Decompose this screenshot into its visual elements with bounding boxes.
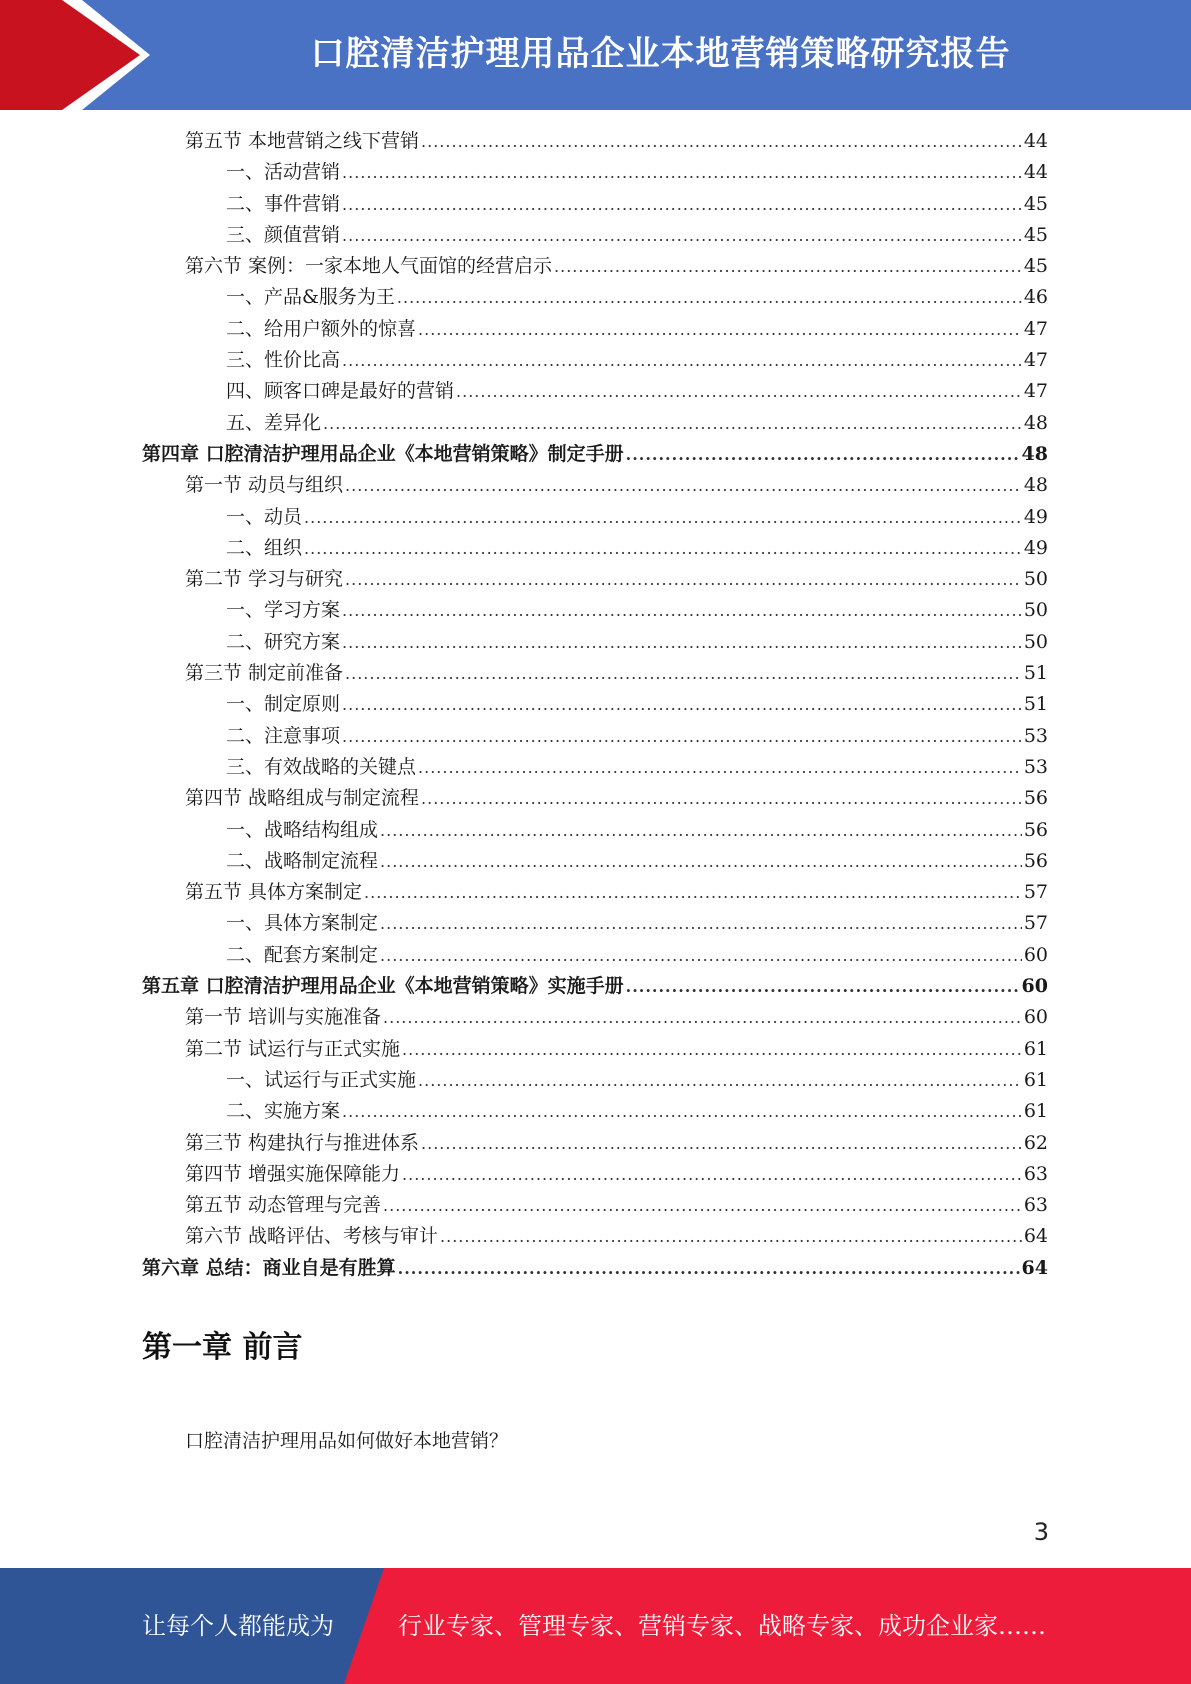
- toc-entry[interactable]: [142, 627, 1048, 658]
- toc-entry[interactable]: [142, 1096, 1048, 1127]
- toc-entry[interactable]: [142, 251, 1048, 282]
- toc-dot-leader: [383, 1196, 1022, 1215]
- toc-entry-title: 一、学习方案: [226, 599, 341, 622]
- toc-dot-leader: [342, 601, 1022, 620]
- toc-entry-page: 61: [1023, 1037, 1048, 1060]
- toc-entry[interactable]: [142, 877, 1048, 908]
- toc-dot-leader: [345, 664, 1022, 683]
- toc-entry-page: 53: [1023, 724, 1048, 747]
- toc-entry[interactable]: [142, 408, 1048, 439]
- toc-entry-title: 第二节 试运行与正式实施: [185, 1037, 401, 1060]
- toc-entry[interactable]: [142, 971, 1048, 1002]
- toc-entry-page: 50: [1023, 568, 1048, 591]
- toc-dot-leader: [323, 414, 1022, 433]
- toc-entry-title: 第四节 战略组成与制定流程: [185, 787, 420, 810]
- toc-dot-leader: [418, 320, 1022, 339]
- toc-dot-leader: [342, 195, 1022, 214]
- toc-entry-title: 第五节 具体方案制定: [185, 881, 363, 904]
- toc-dot-leader: [421, 132, 1022, 151]
- toc-entry[interactable]: [142, 1128, 1048, 1159]
- toc-entry[interactable]: [142, 1034, 1048, 1065]
- toc-entry-title: 第二节 学习与研究: [185, 568, 344, 591]
- toc-entry[interactable]: [142, 815, 1048, 846]
- toc-entry[interactable]: [142, 314, 1048, 345]
- toc-entry-page: 47: [1023, 317, 1048, 340]
- toc-entry-title: 第六章 总结：商业自是有胜算: [142, 1256, 396, 1279]
- toc-entry-title: 二、给用户额外的惊喜: [226, 317, 417, 340]
- toc-entry-page: 50: [1023, 599, 1048, 622]
- toc-entry-title: 第三节 制定前准备: [185, 662, 344, 685]
- toc-entry-title: 二、组织: [226, 536, 303, 559]
- toc-entry[interactable]: [142, 658, 1048, 689]
- toc-dot-leader: [380, 852, 1022, 871]
- toc-dot-leader: [398, 1259, 1020, 1278]
- toc-entry-title: 第五节 动态管理与完善: [185, 1194, 382, 1217]
- toc-entry-page: 45: [1023, 192, 1048, 215]
- toc-dot-leader: [421, 1134, 1022, 1153]
- toc-entry-page: 48: [1023, 411, 1048, 434]
- toc-entry[interactable]: [142, 470, 1048, 501]
- toc-entry-page: 48: [1021, 442, 1048, 465]
- toc-entry-page: 63: [1023, 1162, 1048, 1185]
- toc-entry-title: 三、有效战略的关键点: [226, 755, 417, 778]
- toc-entry-title: 五、差异化: [226, 411, 322, 434]
- toc-entry-page: 51: [1023, 693, 1048, 716]
- toc-dot-leader: [402, 1040, 1022, 1059]
- toc-entry[interactable]: [142, 940, 1048, 971]
- toc-entry-page: 45: [1023, 223, 1048, 246]
- toc-entry-title: 二、实施方案: [226, 1100, 341, 1123]
- toc-entry-page: 44: [1023, 130, 1048, 152]
- toc-entry-page: 49: [1023, 536, 1048, 559]
- footer-slogan-left: 让每个人都能成为: [142, 1612, 334, 1640]
- toc-entry-title: 第六节 战略评估、考核与审计: [185, 1225, 439, 1248]
- toc-entry[interactable]: [142, 345, 1048, 376]
- toc-entry-page: 53: [1023, 755, 1048, 778]
- toc-dot-leader: [418, 1071, 1022, 1090]
- toc-dot-leader: [304, 539, 1022, 558]
- toc-entry-title: 一、试运行与正式实施: [226, 1068, 417, 1091]
- toc-entry-page: 49: [1023, 505, 1048, 528]
- toc-entry-page: 60: [1023, 943, 1048, 966]
- toc-entry-title: 三、性价比高: [226, 349, 341, 372]
- toc-entry-page: 61: [1023, 1068, 1048, 1091]
- toc-entry-title: 第三节 构建执行与推进体系: [185, 1131, 420, 1154]
- toc-entry-page: 46: [1023, 286, 1048, 309]
- toc-entry-page: 44: [1023, 161, 1048, 184]
- toc-dot-leader: [397, 288, 1022, 307]
- toc-entry-title: 二、配套方案制定: [226, 943, 379, 966]
- toc-dot-leader: [380, 946, 1022, 965]
- toc-dot-leader: [456, 382, 1022, 401]
- toc-entry-page: 47: [1023, 380, 1048, 403]
- toc-entry-title: 二、研究方案: [226, 630, 341, 653]
- toc-entry-title: 二、战略制定流程: [226, 849, 379, 872]
- toc-entry-title: 一、产品&服务为王: [226, 286, 395, 309]
- toc-entry-title: 一、制定原则: [226, 693, 341, 716]
- toc-entry-title: 第五章 口腔清洁护理用品企业《本地营销策略》实施手册: [142, 975, 624, 998]
- toc-entry[interactable]: [142, 1253, 1048, 1284]
- toc-entry-title: 第五节 本地营销之线下营销: [185, 130, 420, 152]
- toc-entry[interactable]: [142, 908, 1048, 939]
- toc-entry-page: 47: [1023, 349, 1048, 372]
- toc-entry-page: 57: [1023, 912, 1048, 935]
- toc-entry-page: 60: [1023, 1006, 1048, 1029]
- toc-dot-leader: [383, 1008, 1022, 1027]
- toc-entry[interactable]: [142, 157, 1048, 188]
- toc-entry[interactable]: [142, 564, 1048, 595]
- toc-entry-title: 三、颜值营销: [226, 223, 341, 246]
- toc-entry-title: 第四节 增强实施保障能力: [185, 1162, 401, 1185]
- toc-entry[interactable]: [142, 1002, 1048, 1033]
- toc-dot-leader: [364, 883, 1022, 902]
- toc-entry-title: 二、注意事项: [226, 724, 341, 747]
- toc-entry[interactable]: [142, 189, 1048, 220]
- toc-dot-leader: [342, 727, 1022, 746]
- toc-dot-leader: [342, 633, 1022, 652]
- toc-entry[interactable]: [142, 220, 1048, 251]
- toc-entry[interactable]: [142, 502, 1048, 533]
- toc-dot-leader: [342, 351, 1022, 370]
- toc-entry[interactable]: [142, 1065, 1048, 1096]
- toc-entry-page: 56: [1023, 818, 1048, 841]
- toc-entry-title: 第四章 口腔清洁护理用品企业《本地营销策略》制定手册: [142, 442, 624, 465]
- toc-entry-title: 第一节 培训与实施准备: [185, 1006, 382, 1029]
- toc-entry[interactable]: [142, 846, 1048, 877]
- toc-entry[interactable]: [142, 689, 1048, 720]
- toc-entry-title: 一、具体方案制定: [226, 912, 379, 935]
- toc-entry-title: 一、战略结构组成: [226, 818, 379, 841]
- toc-entry-page: 45: [1023, 255, 1048, 278]
- toc-entry-page: 48: [1023, 474, 1048, 497]
- page-footer: [0, 1568, 1191, 1684]
- toc-entry-title: 第一节 动员与组织: [185, 474, 344, 497]
- toc-dot-leader: [342, 163, 1022, 182]
- toc-dot-leader: [380, 821, 1022, 840]
- toc-entry[interactable]: [142, 1221, 1048, 1252]
- toc-dot-leader: [345, 570, 1022, 589]
- toc-dot-leader: [626, 977, 1020, 996]
- page-header: [0, 0, 1191, 110]
- toc-dot-leader: [342, 695, 1022, 714]
- toc-entry-page: 50: [1023, 630, 1048, 653]
- toc-dot-leader: [380, 914, 1022, 933]
- toc-entry[interactable]: [142, 595, 1048, 626]
- toc-entry-page: 60: [1021, 975, 1048, 998]
- toc-entry-page: 57: [1023, 881, 1048, 904]
- toc-entry[interactable]: [142, 783, 1048, 814]
- toc-dot-leader: [626, 445, 1020, 464]
- toc-entry[interactable]: [142, 1190, 1048, 1221]
- toc-entry-page: 63: [1023, 1194, 1048, 1217]
- toc-dot-leader: [554, 257, 1022, 276]
- toc-entry-title: 四、顾客口碑是最好的营销: [226, 380, 455, 403]
- chapter-heading: 第一章 前言: [142, 1330, 303, 1365]
- toc-entry-title: 一、动员: [226, 505, 303, 528]
- toc-entry-page: 64: [1023, 1225, 1048, 1248]
- document-title: 口腔清洁护理用品企业本地营销策略研究报告: [310, 34, 1011, 74]
- toc-entry[interactable]: [142, 126, 1048, 157]
- toc-dot-leader: [402, 1165, 1022, 1184]
- toc-entry[interactable]: [142, 752, 1048, 783]
- toc-dot-leader: [342, 226, 1022, 245]
- toc-entry[interactable]: [142, 721, 1048, 752]
- body-paragraph: 口腔清洁护理用品如何做好本地营销？: [185, 1430, 509, 1452]
- toc-entry-page: 56: [1023, 787, 1048, 810]
- toc-entry-page: 62: [1023, 1131, 1048, 1154]
- toc-entry-page: 51: [1023, 662, 1048, 685]
- toc-dot-leader: [421, 789, 1022, 808]
- toc-entry[interactable]: [142, 1159, 1048, 1190]
- toc-entry-page: 61: [1023, 1100, 1048, 1123]
- page-number: 3: [1033, 1518, 1049, 1546]
- toc-entry-page: 56: [1023, 849, 1048, 872]
- toc-entry-title: 二、事件营销: [226, 192, 341, 215]
- toc-entry-title: 第六节 案例：一家本地人气面馆的经营启示: [185, 255, 553, 278]
- toc-dot-leader: [304, 508, 1022, 527]
- toc-entry[interactable]: [142, 439, 1048, 470]
- toc-dot-leader: [342, 1102, 1022, 1121]
- footer-slogan-right: 行业专家、管理专家、营销专家、战略专家、成功企业家……: [398, 1612, 1046, 1640]
- table-of-contents: [142, 126, 1048, 1284]
- toc-dot-leader: [440, 1227, 1022, 1246]
- toc-entry[interactable]: [142, 376, 1048, 407]
- toc-dot-leader: [418, 758, 1022, 777]
- toc-entry-title: 一、活动营销: [226, 161, 341, 184]
- toc-dot-leader: [345, 476, 1022, 495]
- toc-entry[interactable]: [142, 533, 1048, 564]
- toc-entry-page: 64: [1021, 1256, 1048, 1279]
- toc-entry[interactable]: [142, 282, 1048, 313]
